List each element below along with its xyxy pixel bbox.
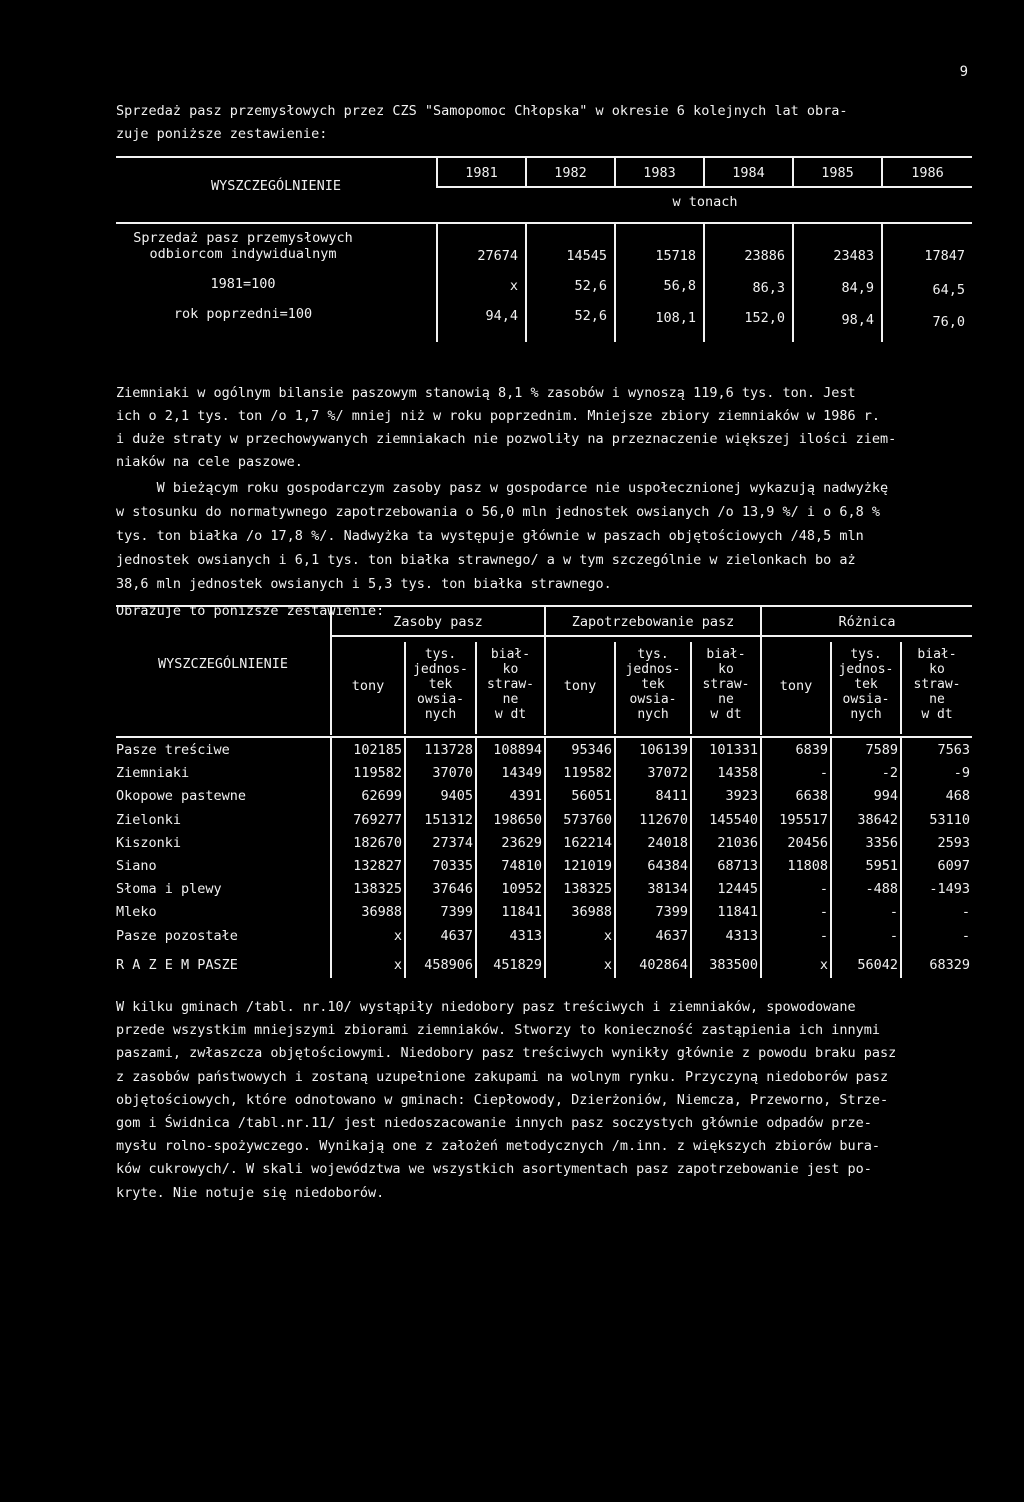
table-cell: 10952 bbox=[501, 881, 542, 898]
table-cell: 56051 bbox=[571, 788, 612, 805]
table-cell: 108894 bbox=[493, 742, 542, 758]
table-cell: 152,0 bbox=[744, 310, 785, 326]
group-demand: Zapotrzebowanie pasz bbox=[571, 614, 735, 630]
table-cell: 383500 bbox=[709, 956, 758, 973]
table-cell: 119582 bbox=[353, 765, 402, 782]
shortages-paragraph bbox=[116, 996, 956, 1205]
table-cell: 151312 bbox=[424, 811, 473, 828]
subheader-oat-units: tys. jednos- tek owsia- nych bbox=[838, 647, 894, 722]
table-cell: 14349 bbox=[501, 765, 542, 782]
subheader-protein: biał- ko straw- ne w dt bbox=[913, 647, 961, 722]
table-cell: 7399 bbox=[440, 904, 473, 921]
table-row-label: Mleko bbox=[116, 904, 157, 921]
text-line: ich o 2,1 tys. ton /o 1,7 %/ mniej niż w roku poprzednim. Mniejsze zbiory ziemniaków w 1986 r. bbox=[116, 408, 881, 424]
year-1982: 1982 bbox=[554, 165, 587, 181]
table-cell: -9 bbox=[953, 765, 970, 782]
subheader-tony: tony bbox=[779, 678, 813, 694]
table-cell: - bbox=[961, 904, 970, 921]
table-cell: 2593 bbox=[937, 834, 970, 851]
text-line: Ziemniaki w ogólnym bilansie paszowym stanowią 8,1 % zasobów i wynoszą 119,6 tys. ton. Jest bbox=[116, 385, 856, 401]
table-cell: 4637 bbox=[440, 927, 473, 944]
table-cell: 74810 bbox=[501, 858, 542, 874]
year-1985: 1985 bbox=[821, 165, 854, 181]
group-resources: Zasoby pasz bbox=[393, 614, 483, 630]
table-cell: 23886 bbox=[744, 248, 785, 264]
text-line: zuje poniższe zestawienie: bbox=[116, 126, 328, 142]
table-cell: 8411 bbox=[655, 788, 688, 805]
table-cell: 68713 bbox=[717, 858, 758, 874]
subheader-tony: tony bbox=[351, 678, 385, 694]
table-cell: 11841 bbox=[717, 904, 758, 921]
text-line: przede wszystkim mniejszymi zbiorami ziemniaków. Stworzy to konieczność zastąpienia ich innymi bbox=[116, 1022, 881, 1039]
potatoes-paragraph bbox=[116, 382, 956, 474]
text-line: 38,6 mln jednostek owsianych i 5,3 tys. ton białka strawnego. bbox=[116, 576, 612, 592]
table-cell: 132827 bbox=[353, 858, 402, 874]
table-cell: - bbox=[819, 881, 828, 898]
text-line: kryte. Nie notuje się niedoborów. bbox=[116, 1184, 385, 1201]
surplus-paragraph bbox=[116, 476, 956, 596]
table-cell: 101331 bbox=[709, 742, 758, 758]
table-cell: 27374 bbox=[432, 834, 473, 851]
table-cell: 14358 bbox=[717, 765, 758, 782]
table-cell: 198650 bbox=[493, 811, 542, 828]
intro-paragraph bbox=[116, 100, 956, 146]
table-cell: 145540 bbox=[709, 811, 758, 828]
table-row-label: Zielonki bbox=[116, 811, 182, 828]
table-row-label: Okopowe pastewne bbox=[116, 788, 247, 805]
table-cell: 9405 bbox=[440, 788, 473, 805]
row-label: 1981=100 bbox=[210, 276, 276, 292]
row-label: Sprzedaż pasz przemysłowych odbiorcom indywidualnym bbox=[133, 230, 353, 262]
text-line: mysłu rolno-spożywczego. Wynikają one z założeń metodycznych /m.inn. z większych zbiorów bura- bbox=[116, 1138, 881, 1155]
table-cell: 52,6 bbox=[574, 278, 607, 294]
table-cell: -2 bbox=[881, 765, 898, 782]
table2-header-label: WYSZCZEGÓLNIENIE bbox=[157, 656, 289, 672]
table-cell: 64,5 bbox=[932, 282, 965, 298]
table-cell: -1493 bbox=[929, 881, 970, 898]
table-cell: 162214 bbox=[563, 834, 612, 851]
text-line: niaków na cele paszowe. bbox=[116, 454, 303, 470]
table-cell: 36988 bbox=[361, 904, 402, 921]
table-cell: 20456 bbox=[787, 834, 828, 851]
table-cell: 56,8 bbox=[663, 278, 696, 294]
table-cell: 4313 bbox=[509, 927, 542, 944]
table-cell: 451829 bbox=[493, 956, 542, 973]
table-cell: - bbox=[819, 927, 828, 944]
table-cell: 6839 bbox=[795, 742, 828, 758]
table-cell: 52,6 bbox=[574, 308, 607, 324]
table-cell: - bbox=[889, 904, 898, 921]
subheader-oat-units: tys. jednos- tek owsia- nych bbox=[413, 647, 468, 722]
table-cell: 37070 bbox=[432, 765, 473, 782]
text-line: tys. ton białka /o 17,8 %/. Nadwyżka ta występuje głównie w paszach objętościowych /48,5 mln bbox=[116, 528, 864, 544]
table-cell: 11808 bbox=[787, 858, 828, 874]
table-cell: 95346 bbox=[571, 742, 612, 758]
table-cell: 70335 bbox=[432, 858, 473, 874]
table-cell: - bbox=[819, 765, 828, 782]
table-cell: 121019 bbox=[563, 858, 612, 874]
table-cell: x bbox=[603, 927, 612, 944]
table-cell: - bbox=[889, 927, 898, 944]
page-number: 9 bbox=[959, 64, 968, 80]
text-line: z zasobów państwowych i zostaną uzupełnione zakupami na wolnym rynku. Przyczyną niedoborów pasz bbox=[116, 1068, 889, 1085]
table-cell: 17847 bbox=[924, 248, 965, 264]
table-cell: 23629 bbox=[501, 834, 542, 851]
table-cell: 36988 bbox=[571, 904, 612, 921]
table-cell: 468 bbox=[945, 788, 970, 805]
text-line: W kilku gminach /tabl. nr.10/ wystąpiły niedobory pasz treściwych i ziemniaków, spowodowane bbox=[116, 999, 856, 1015]
table-row-label: Ziemniaki bbox=[116, 765, 190, 782]
table-cell: 53110 bbox=[929, 811, 970, 828]
table-row-label: Kiszonki bbox=[116, 834, 182, 851]
table-cell: x bbox=[393, 927, 402, 944]
table-cell: 12445 bbox=[717, 881, 758, 898]
table-cell: 11841 bbox=[501, 904, 542, 921]
table-cell: - bbox=[961, 927, 970, 944]
table-row-label: R A Z E M PASZE bbox=[116, 956, 238, 973]
table-cell: 195517 bbox=[779, 811, 828, 828]
table-cell: 4637 bbox=[655, 927, 688, 944]
table-cell: 182670 bbox=[353, 834, 402, 851]
table-cell: 21036 bbox=[717, 834, 758, 851]
table-cell: 84,9 bbox=[841, 280, 874, 296]
table-cell: x bbox=[509, 278, 518, 294]
table-cell: 6638 bbox=[795, 788, 828, 805]
year-1984: 1984 bbox=[732, 165, 765, 181]
table-cell: 98,4 bbox=[841, 312, 874, 328]
table-cell: 27674 bbox=[477, 248, 518, 264]
year-1986: 1986 bbox=[911, 165, 944, 181]
text-line: jednostek owsianych i 6,1 tys. ton białka strawnego/ a w tym szczególnie w zielonkach bo aż bbox=[116, 552, 856, 568]
table-cell: 138325 bbox=[353, 881, 402, 898]
table2-intro: Obrazuje to poniższe zestawienie: bbox=[116, 603, 385, 619]
table-cell: 108,1 bbox=[655, 310, 696, 326]
subheader-protein: biał- ko straw- ne w dt bbox=[487, 647, 534, 722]
year-1981: 1981 bbox=[465, 165, 498, 181]
table-cell: 3923 bbox=[725, 788, 758, 805]
table-cell: 62699 bbox=[361, 788, 402, 805]
row-label: rok poprzedni=100 bbox=[173, 306, 313, 322]
table-row-label: Pasze pozostałe bbox=[116, 927, 238, 944]
table-row-label: Słoma i plewy bbox=[116, 881, 222, 898]
table-cell: 94,4 bbox=[485, 308, 518, 324]
table-cell: 56042 bbox=[857, 956, 898, 973]
table-cell: 769277 bbox=[353, 811, 402, 828]
table-cell: 86,3 bbox=[752, 280, 785, 296]
table-cell: 112670 bbox=[639, 811, 688, 828]
table-cell: 3356 bbox=[865, 834, 898, 851]
text-line: gom i Świdnica /tabl.nr.11/ jest niedoszacowanie innych pasz soczystych głównie odpadów prze- bbox=[116, 1115, 872, 1132]
text-line: W bieżącym roku gospodarczym zasoby pasz w gospodarce nie uspołecznionej wykazują nadwyżkę bbox=[116, 480, 889, 496]
text-line: i duże straty w przechowywanych ziemniakach nie pozwoliły na przeznaczenie większej ilości ziem- bbox=[116, 431, 897, 447]
table-cell: 64384 bbox=[647, 858, 688, 874]
table-cell: - bbox=[819, 904, 828, 921]
table-cell: 6097 bbox=[937, 858, 970, 874]
table-cell: 76,0 bbox=[932, 314, 965, 330]
unit-label: w tonach bbox=[672, 194, 738, 210]
table-cell: 994 bbox=[873, 788, 898, 805]
table-cell: 119582 bbox=[563, 765, 612, 782]
table-cell: x bbox=[393, 956, 402, 973]
table-cell: 68329 bbox=[929, 956, 970, 973]
text-line: ków cukrowych/. W skali województwa we wszystkich asortymentach pasz zapotrzebowanie jest po- bbox=[116, 1161, 872, 1178]
table-cell: x bbox=[603, 956, 612, 973]
table-cell: 138325 bbox=[563, 881, 612, 898]
year-1983: 1983 bbox=[643, 165, 676, 181]
table-cell: 4391 bbox=[509, 788, 542, 805]
table-row-label: Siano bbox=[116, 858, 157, 874]
table-cell: x bbox=[819, 956, 828, 973]
table-cell: 458906 bbox=[424, 956, 473, 973]
table-cell: 23483 bbox=[833, 248, 874, 264]
table-cell: 14545 bbox=[566, 248, 607, 264]
group-difference: Różnica bbox=[838, 614, 896, 630]
table-cell: 15718 bbox=[655, 248, 696, 264]
table-cell: -488 bbox=[865, 881, 898, 898]
table-cell: 573760 bbox=[563, 811, 612, 828]
table-cell: 38642 bbox=[857, 811, 898, 828]
table-cell: 37072 bbox=[647, 765, 688, 782]
table1-header-label: WYSZCZEGÓLNIENIE bbox=[210, 178, 342, 194]
text-line: w stosunku do normatywnego zapotrzebowania o 56,0 mln jednostek owsianych /o 13,9 %/ i o 6,8 % bbox=[116, 504, 881, 520]
table-row-label: Pasze treściwe bbox=[116, 742, 230, 758]
table-cell: 102185 bbox=[353, 742, 402, 758]
text-line: Sprzedaż pasz przemysłowych przez CZS "Samopomoc Chłopska" w okresie 6 kolejnych lat obra- bbox=[116, 103, 848, 119]
subheader-oat-units: tys. jednos- tek owsia- nych bbox=[625, 647, 681, 722]
text-line: objętościowych, które odnotowano w gminach: Ciepłowody, Dzierżoniów, Niemcza, Przeworno, Strze- bbox=[116, 1091, 889, 1108]
table-cell: 38134 bbox=[647, 881, 688, 898]
table-cell: 37646 bbox=[432, 881, 473, 898]
table-cell: 7563 bbox=[937, 742, 970, 758]
text-line: paszami, zwłaszcza objętościowymi. Niedobory pasz treściwych wynikły głównie z powodu braku pasz bbox=[116, 1045, 897, 1062]
table-cell: 7589 bbox=[865, 742, 898, 758]
table-cell: 402864 bbox=[639, 956, 688, 973]
table-cell: 7399 bbox=[655, 904, 688, 921]
table-cell: 5951 bbox=[865, 858, 898, 874]
table-cell: 4313 bbox=[725, 927, 758, 944]
subheader-protein: biał- ko straw- ne w dt bbox=[702, 647, 750, 722]
subheader-tony: tony bbox=[563, 678, 597, 694]
table-cell: 106139 bbox=[639, 742, 688, 758]
table-cell: 24018 bbox=[647, 834, 688, 851]
table-cell: 113728 bbox=[424, 742, 473, 758]
